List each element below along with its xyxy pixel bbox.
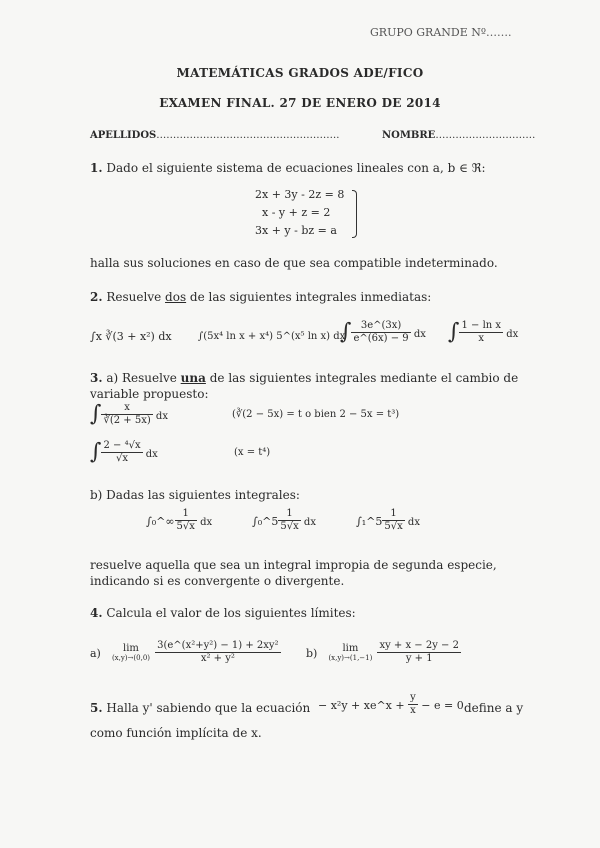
q1-equation-3: 3x + y - bz = a (255, 224, 337, 237)
q5-line2: como función implícita de x. (90, 726, 262, 740)
q4-limit-a: a) lim (x,y)→(0,0) $\frac{\text{3(e\textasciicircum{}(x²+y²) − 1) + 2xy²}}{\text{x² + y²}}$ (90, 640, 279, 664)
q4-statement: 4. Calcula el valor de los siguientes límites: (90, 606, 356, 620)
q3-integral-b2: ∫₀^5 $\frac{1}{5√x}$ dx (252, 508, 316, 532)
q1-closing: halla sus soluciones en caso de que sea compatible indeterminado. (90, 256, 498, 270)
q5-equation: − x²y + xe^x + $\frac{y}{x}$ − e = 0 (318, 692, 464, 716)
q3-integral-a1: ∫ $\frac{x}{∛(2 + 5x)}$ dx (90, 401, 168, 427)
q3-change-a1: (∛(2 − 5x) = t o bien 2 − 5x = t³) (232, 409, 400, 420)
q2-integral-4: ∫ $\frac{\text{1 − ln x}}{x}$ dx (448, 319, 519, 345)
q1-equation-2: x - y + z = 2 (262, 206, 331, 219)
q5-statement: 5. Halla y' sabiendo que la ecuación (90, 701, 311, 715)
q2-integral-2: ∫(5x⁴ ln x + x⁴) 5^(x⁵ ln x) dx (198, 331, 346, 342)
q3-change-a2: (x = t⁴) (234, 447, 271, 458)
q1-system-brace (352, 190, 357, 238)
q3-integral-b3: ∫₁^5 $\frac{1}{5√x}$ dx (356, 508, 420, 532)
apellidos-field: APELLIDOS………………………………………………. (90, 130, 340, 141)
exam-title: MATEMÁTICAS GRADOS ADE/FICO (176, 66, 424, 80)
q2-integral-3: ∫ $\frac{3e\^{}(3x)}{e\^{}(6x) - 9}$ dx (340, 319, 426, 345)
q3-closing-2: indicando si es convergente o divergente. (90, 574, 345, 588)
q3-integral-b1: ∫₀^∞ $\frac{1}{5√x}$ dx (146, 508, 213, 532)
q4-limit-b: b) lim (x,y)→(1,−1) $\frac{xy + x - 2y - 2}{y + 1}$ (306, 640, 459, 664)
q5-statement-tail: define a y (464, 701, 524, 715)
grupo-label: GRUPO GRANDE Nº……. (370, 26, 512, 39)
q1-equation-1: 2x + 3y - 2z = 8 (255, 188, 345, 201)
q1-statement: 1. Dado el siguiente sistema de ecuaciones lineales con a, b ∈ ℜ: (90, 161, 486, 175)
q3-statement-b: b) Dadas las siguientes integrales: (90, 488, 300, 502)
q3-closing-1: resuelve aquella que sea un integral impropia de segunda especie, (90, 558, 497, 572)
q3-integral-a2: ∫ $\frac{\text{2 − ⁴√x}}{√x}$ dx (90, 439, 158, 465)
exam-subtitle: EXAMEN FINAL. 27 DE ENERO DE 2014 (159, 96, 441, 110)
q2-statement: 2. Resuelve dos de las siguientes integrales inmediatas: (90, 290, 432, 304)
q3-statement-a-line2: variable propuesto: (90, 387, 209, 401)
q3-statement-a: 3. a) Resuelve una de las siguientes integrales mediante el cambio de (90, 371, 519, 385)
q2-integral-1: ∫x ∛(3 + x²) dx (90, 330, 172, 343)
nombre-field: NOMBRE………………………… (382, 130, 536, 141)
